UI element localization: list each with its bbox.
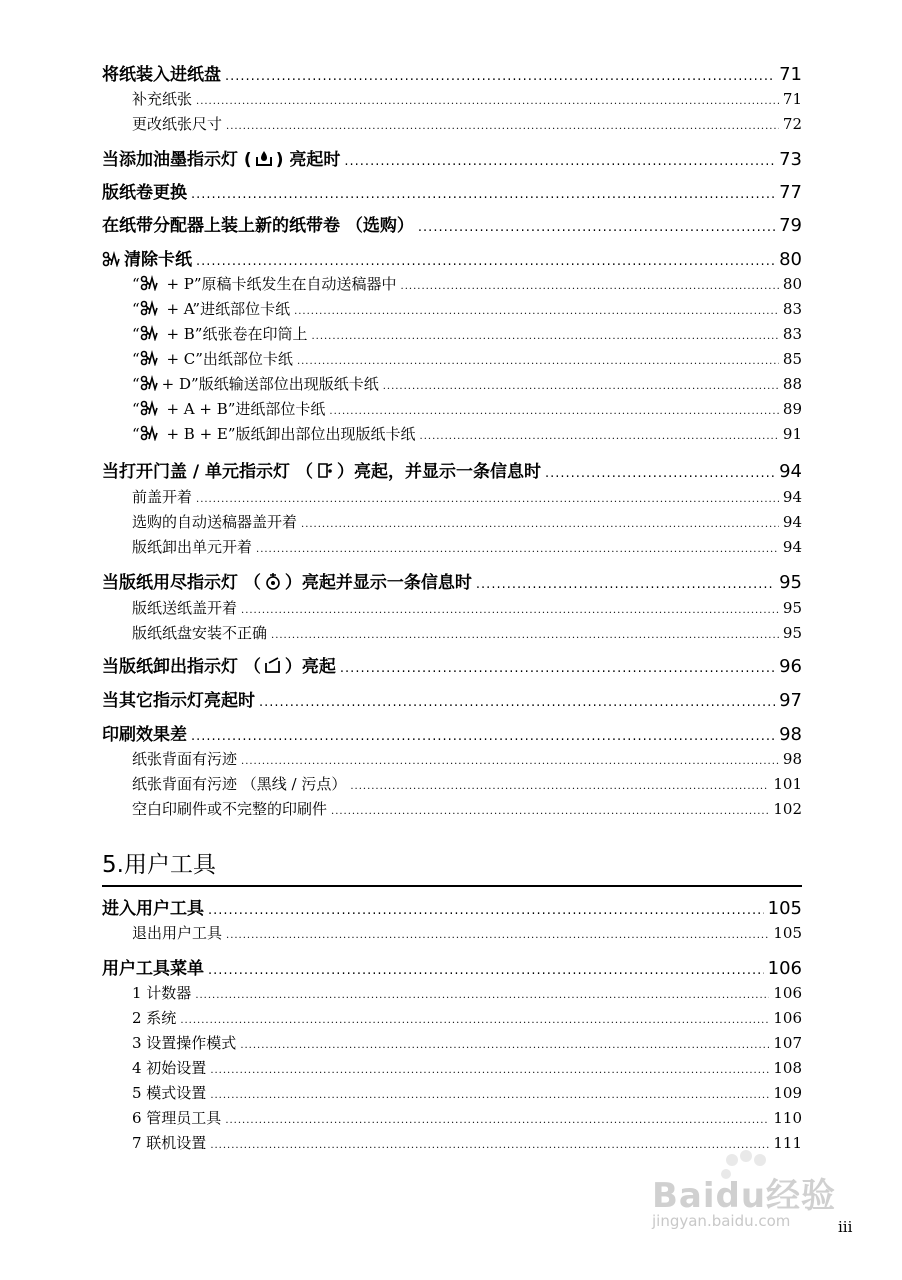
toc-entry[interactable] <box>102 686 802 711</box>
toc-label: 7 联机设置 <box>132 1134 207 1152</box>
toc-page: 83 <box>782 325 802 343</box>
dot-leader <box>545 466 775 481</box>
dot-leader <box>344 154 775 169</box>
dot-leader <box>383 381 779 392</box>
paper-jam-icon <box>140 375 158 391</box>
toc-page: 95 <box>782 624 802 642</box>
toc-label: 当版纸卸出指示灯 （ ）亮起 <box>102 657 336 677</box>
dot-leader <box>210 1065 769 1076</box>
toc-entry[interactable] <box>102 486 802 507</box>
toc-page: 106 <box>773 984 802 1002</box>
toc-page: 95 <box>782 599 802 617</box>
toc-entry[interactable] <box>102 720 802 745</box>
toc-page: 109 <box>773 1084 802 1102</box>
toc-entry[interactable] <box>102 457 802 482</box>
chapter-title: 5.用户工具 <box>102 846 802 887</box>
dot-leader <box>225 69 775 84</box>
toc-entry[interactable] <box>102 398 802 419</box>
dot-leader <box>226 930 769 941</box>
watermark-url: jingyan.baidu.com <box>652 1212 791 1230</box>
toc-label: 将纸装入进纸盘 <box>102 65 221 85</box>
toc-label: 纸张背面有污迹 （黑线 / 污点） <box>132 775 347 793</box>
toc-page: 101 <box>773 775 802 793</box>
dot-leader <box>210 1090 769 1101</box>
toc-entry[interactable] <box>102 954 802 979</box>
toc-label: 清除卡纸 <box>102 245 192 270</box>
toc-page: 94 <box>779 461 802 482</box>
dot-leader <box>329 406 779 417</box>
dot-leader <box>208 963 764 978</box>
cover-open-icon <box>316 462 334 479</box>
toc-page: 94 <box>782 538 802 556</box>
dot-leader <box>196 494 779 505</box>
toc-entry[interactable] <box>102 348 802 369</box>
toc-entry[interactable] <box>102 652 802 677</box>
toc-entry[interactable] <box>102 1107 802 1128</box>
toc-page: 72 <box>782 115 802 133</box>
toc-entry[interactable] <box>102 748 802 769</box>
toc-label: 在纸带分配器上装上新的纸带卷 （选购） <box>102 216 414 236</box>
toc-label: 当其它指示灯亮起时 <box>102 691 255 711</box>
toc-page: 97 <box>779 690 802 711</box>
toc-page: 107 <box>773 1034 802 1052</box>
dot-leader <box>196 254 775 269</box>
toc-label: “ + A + B”进纸部位卡纸 <box>132 400 326 418</box>
toc-entry[interactable] <box>102 982 802 1003</box>
toc-label: 空白印刷件或不完整的印刷件 <box>132 800 328 818</box>
master-eject-icon <box>264 657 282 674</box>
toc-page: 85 <box>782 350 802 368</box>
toc-entry[interactable] <box>102 1057 802 1078</box>
dot-leader <box>225 1115 769 1126</box>
toc-label: “ + P”原稿卡纸发生在自动送稿器中 <box>132 275 397 293</box>
dot-leader <box>476 577 775 592</box>
toc-entry[interactable] <box>102 773 802 794</box>
toc-label: 版纸纸盘安装不正确 <box>132 624 268 642</box>
dot-leader <box>191 187 775 202</box>
toc-page: 95 <box>779 572 802 593</box>
toc-label: 纸张背面有污迹 <box>132 750 238 768</box>
toc-entry[interactable] <box>102 373 802 394</box>
toc-label: 5 模式设置 <box>132 1084 207 1102</box>
dot-leader <box>191 729 775 744</box>
toc-entry[interactable] <box>102 211 802 236</box>
toc-label: 前盖开着 <box>132 488 193 506</box>
toc-page: 80 <box>779 249 802 270</box>
toc-label: 更改纸张尺寸 <box>132 115 223 133</box>
master-end-icon <box>264 573 282 590</box>
toc-page: 77 <box>779 182 802 203</box>
toc-label: “ + C”出纸部位卡纸 <box>132 350 293 368</box>
toc-page: 88 <box>782 375 802 393</box>
toc-page: 108 <box>773 1059 802 1077</box>
toc-page: 94 <box>782 488 802 506</box>
paper-jam-icon <box>140 275 158 291</box>
toc-label: 印刷效果差 <box>102 725 187 745</box>
toc-entry[interactable] <box>102 1032 802 1053</box>
toc-entry[interactable] <box>102 245 802 270</box>
paper-jam-icon <box>140 325 158 341</box>
toc-page: 110 <box>773 1109 802 1127</box>
toc-label: 1 计数器 <box>132 984 192 1002</box>
dot-leader <box>418 220 775 235</box>
toc-label: 版纸送纸盖开着 <box>132 599 238 617</box>
toc-entry[interactable] <box>102 894 802 919</box>
toc-label: 3 设置操作模式 <box>132 1034 237 1052</box>
toc-label: “ + D”版纸输送部位出现版纸卡纸 <box>132 375 379 393</box>
dot-leader <box>208 903 764 918</box>
toc-label: 补充纸张 <box>132 90 193 108</box>
toc-entry[interactable] <box>102 298 802 319</box>
dot-leader <box>301 519 779 530</box>
toc-label: 当打开门盖 / 单元指示灯 （ ）亮起，并显示一条信息时 <box>102 462 541 482</box>
toc-page: 91 <box>782 425 802 443</box>
toc-page: 98 <box>782 750 802 768</box>
toc-page: 89 <box>782 400 802 418</box>
dot-leader <box>195 990 769 1001</box>
toc-page: 83 <box>782 300 802 318</box>
toc-entry[interactable] <box>102 511 802 532</box>
toc-page: 111 <box>773 1134 802 1152</box>
dot-leader <box>241 605 779 616</box>
toc-label: “ + B + E”版纸卸出部位出现版纸卡纸 <box>132 425 416 443</box>
toc-label: 用户工具菜单 <box>102 959 204 979</box>
dot-leader <box>241 756 779 767</box>
dot-leader <box>350 781 769 792</box>
toc-page: 106 <box>767 958 802 979</box>
toc-label: 4 初始设置 <box>132 1059 207 1077</box>
toc-entry[interactable] <box>102 922 802 943</box>
dot-leader <box>331 806 769 817</box>
dot-leader <box>311 331 778 342</box>
dot-leader <box>180 1015 769 1026</box>
ink-icon <box>255 150 273 167</box>
toc-page: 98 <box>779 724 802 745</box>
toc-entry[interactable] <box>102 178 802 203</box>
dot-leader <box>340 661 775 676</box>
paper-jam-icon <box>102 251 120 267</box>
paper-jam-icon <box>140 425 158 441</box>
dot-leader <box>297 356 779 367</box>
toc-label: “ + A”进纸部位卡纸 <box>132 300 291 318</box>
toc-label: 2 系统 <box>132 1009 177 1027</box>
toc-label: 当版纸用尽指示灯 （ ）亮起并显示一条信息时 <box>102 573 472 593</box>
dot-leader <box>259 695 775 710</box>
watermark-brand: Baidu经验 <box>652 1176 837 1216</box>
paper-jam-icon <box>140 300 158 316</box>
toc-page: 102 <box>773 800 802 818</box>
toc-page: 79 <box>779 215 802 236</box>
toc-entry[interactable] <box>102 145 802 170</box>
toc-page: 71 <box>782 90 802 108</box>
toc-label: 选购的自动送稿器盖开着 <box>132 513 298 531</box>
toc-label: 当添加油墨指示灯 ( ) 亮起时 <box>102 150 341 170</box>
toc-page: 73 <box>779 149 802 170</box>
toc-label: 6 管理员工具 <box>132 1109 222 1127</box>
paper-jam-icon <box>140 350 158 366</box>
toc-label: 进入用户工具 <box>102 899 204 919</box>
toc-page: 71 <box>779 64 802 85</box>
toc-entry[interactable] <box>102 622 802 643</box>
toc-label: “ + B”纸张卷在印筒上 <box>132 325 308 343</box>
toc-label: 版纸卷更换 <box>102 183 187 203</box>
dot-leader <box>401 281 779 292</box>
toc-page: 80 <box>782 275 802 293</box>
toc-entry[interactable] <box>102 273 802 294</box>
toc-entry[interactable] <box>102 1082 802 1103</box>
paper-jam-icon <box>140 400 158 416</box>
toc-label: 退出用户工具 <box>132 924 223 942</box>
toc-entry[interactable] <box>102 113 802 134</box>
toc-page: 105 <box>767 898 802 919</box>
dot-leader <box>256 544 779 555</box>
toc-entry[interactable] <box>102 597 802 618</box>
toc-page: 106 <box>773 1009 802 1027</box>
dot-leader <box>294 306 779 317</box>
toc-page: 96 <box>779 656 802 677</box>
toc-entry[interactable] <box>102 60 802 85</box>
toc-entry[interactable] <box>102 323 802 344</box>
toc-entry[interactable] <box>102 1007 802 1028</box>
dot-leader <box>196 96 779 107</box>
toc-entry[interactable] <box>102 88 802 109</box>
toc-entry[interactable] <box>102 798 802 819</box>
toc-entry[interactable] <box>102 423 802 444</box>
dot-leader <box>420 431 779 442</box>
dot-leader <box>226 121 779 132</box>
toc-page: 94 <box>782 513 802 531</box>
toc-page: 105 <box>773 924 802 942</box>
dot-leader <box>271 630 779 641</box>
page-number: iii <box>838 1218 853 1236</box>
toc-label: 版纸卸出单元开着 <box>132 538 253 556</box>
toc-entry[interactable] <box>102 568 802 593</box>
toc-entry[interactable] <box>102 536 802 557</box>
dot-leader <box>240 1040 769 1051</box>
